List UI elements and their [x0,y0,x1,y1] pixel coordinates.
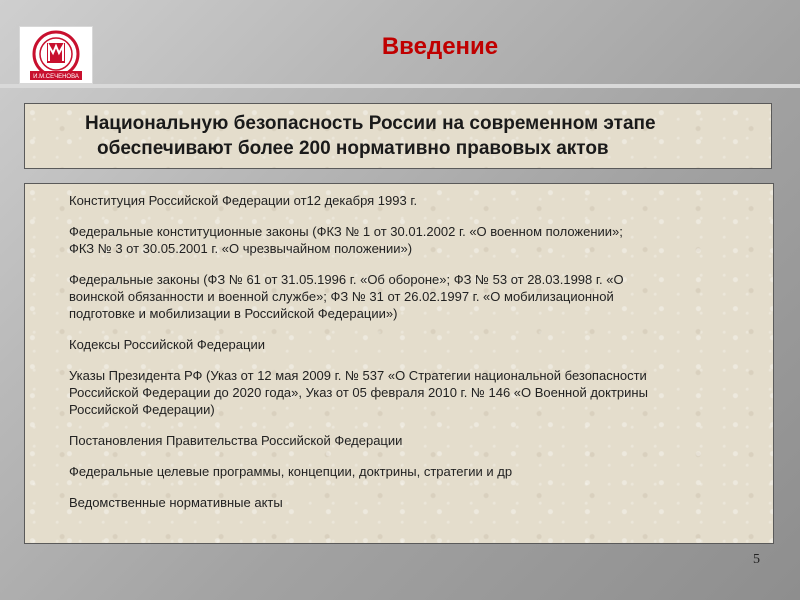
list-item-text: Кодексы Российской Федерации [69,337,265,352]
list-item [25,463,775,480]
list-item [25,432,775,449]
list-item-text: Российской Федерации) [69,402,215,417]
slide-title: Введение [381,33,499,60]
list-item-text: Федеральные конституционные законы (ФКЗ № 1 от 30.01.2002 г. «О военном положении»; [69,224,623,239]
list-item [25,367,775,418]
list-item-text: Ведомственные нормативные акты [69,495,283,510]
content-box [24,183,774,544]
list-item-text: Федеральные законы (ФЗ № 61 от 31.05.1996 г. «Об обороне»; ФЗ № 53 от 28.03.1998 г. «О [69,272,624,287]
list-item-text: Федеральные целевые программы, концепции, доктрины, стратегии и др [69,464,513,479]
list-item-text: Российской Федерации до 2020 года», Указ от 05 февраля 2010 г. № 146 «О Военной доктрины [69,385,648,400]
list-item-text: подготовке и мобилизации в Российской Федерации») [69,306,398,321]
list-item [25,336,775,353]
page-number: 5 [753,552,760,567]
list-item-text: ФКЗ № 3 от 30.05.2001 г. «О чрезвычайном положении») [69,241,413,256]
list-item [25,192,775,209]
list-item-text: Постановления Правительства Российской Федерации [69,433,403,448]
list-item [25,494,775,511]
logo-caption: И.М.СЕЧЕНОВА [33,74,79,80]
legal-acts-list [25,192,775,525]
headline [25,111,773,161]
university-crest-icon [20,27,92,83]
list-item-text: Указы Президента РФ (Указ от 12 мая 2009 г. № 537 «О Стратегии национальной безопасности [69,368,647,383]
list-item-text: Конституция Российской Федерации от12 декабря 1993 г. [69,193,418,208]
title-divider [0,84,800,88]
list-item-text: воинской обязанности и военной службе»; ФЗ № 31 от 26.02.1997 г. «О мобилизационной [69,289,614,304]
list-item [25,223,775,257]
headline-line-2: обеспечивают более 200 нормативно правовых актов [97,138,609,159]
headline-box [24,103,772,169]
list-item [25,271,775,322]
university-logo [19,26,93,84]
headline-line-1: Национальную безопасность России на современном этапе [85,113,656,134]
